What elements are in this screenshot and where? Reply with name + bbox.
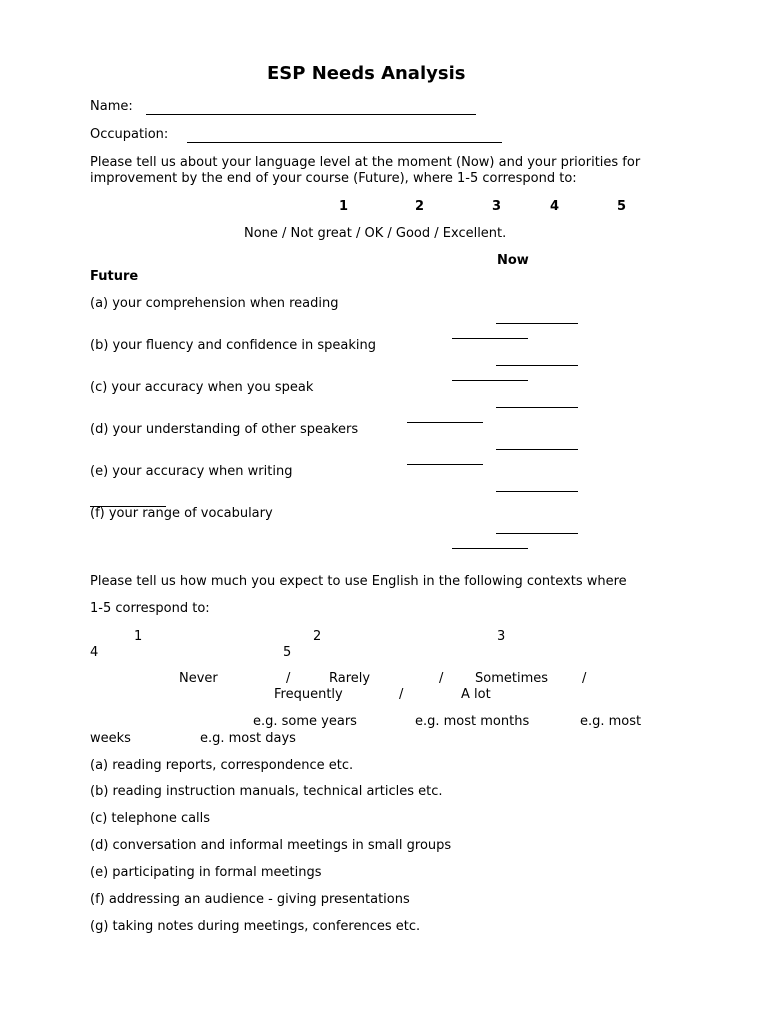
scale-number-5: 5	[617, 199, 627, 214]
freq-number-2: 2	[313, 629, 322, 644]
context-item-d: (d) conversation and informal meetings in small groups	[90, 838, 452, 853]
skill-item-d: (d) your understanding of other speakers	[90, 422, 359, 437]
freq-rarely: Rarely	[329, 671, 371, 686]
example-weeks: weeks	[90, 731, 131, 746]
skill-b-now-line[interactable]	[496, 365, 578, 366]
freq-slash-1: /	[286, 671, 291, 686]
skill-c-now-line[interactable]	[496, 407, 578, 408]
example-most-months: e.g. most months	[415, 714, 530, 729]
contexts-intro-line-1: Please tell us how much you expect to use English in the following contexts where	[90, 574, 627, 589]
scale-number-4: 4	[550, 199, 560, 214]
skill-item-c: (c) your accuracy when you speak	[90, 380, 314, 395]
skill-item-b: (b) your fluency and confidence in speaking	[90, 338, 377, 353]
skill-d-now-line[interactable]	[496, 449, 578, 450]
skill-f-now-line[interactable]	[496, 533, 578, 534]
occupation-label: Occupation:	[90, 127, 169, 142]
freq-frequently: Frequently	[274, 687, 343, 702]
freq-sometimes: Sometimes	[475, 671, 549, 686]
freq-slash-2: /	[439, 671, 444, 686]
column-future-header: Future	[90, 269, 139, 284]
freq-number-4: 4	[90, 645, 99, 660]
scale-labels: None / Not great / OK / Good / Excellent.	[244, 226, 507, 241]
example-most-days: e.g. most days	[200, 731, 296, 746]
skill-item-f: (f) your range of vocabulary	[90, 506, 273, 521]
context-item-e: (e) participating in formal meetings	[90, 865, 322, 880]
skill-c-future-line[interactable]	[407, 422, 483, 423]
page-title: ESP Needs Analysis	[267, 63, 466, 84]
scale-number-3: 3	[492, 199, 502, 214]
context-item-a: (a) reading reports, correspondence etc.	[90, 758, 354, 773]
name-field-line[interactable]	[146, 114, 476, 115]
context-item-f: (f) addressing an audience - giving presentations	[90, 892, 410, 907]
skill-a-future-line[interactable]	[452, 338, 528, 339]
skill-f-future-line[interactable]	[452, 548, 528, 549]
skill-e-now-line[interactable]	[496, 491, 578, 492]
skill-a-now-line[interactable]	[496, 323, 578, 324]
occupation-field-line[interactable]	[187, 142, 502, 143]
freq-number-3: 3	[497, 629, 506, 644]
context-item-c: (c) telephone calls	[90, 811, 211, 826]
freq-number-1: 1	[134, 629, 143, 644]
contexts-intro-line-2: 1-5 correspond to:	[90, 601, 210, 616]
context-item-g: (g) taking notes during meetings, conferences etc.	[90, 919, 421, 934]
freq-slash-3: /	[582, 671, 587, 686]
freq-never: Never	[179, 671, 218, 686]
column-now-header: Now	[497, 253, 529, 268]
example-some-years: e.g. some years	[253, 714, 357, 729]
example-most: e.g. most	[580, 714, 642, 729]
intro-line-2: improvement by the end of your course (Future), where 1-5 correspond to:	[90, 171, 577, 186]
freq-slash-4: /	[399, 687, 404, 702]
intro-line-1: Please tell us about your language level at the moment (Now) and your priorities for	[90, 155, 641, 170]
context-item-b: (b) reading instruction manuals, technical articles etc.	[90, 784, 443, 799]
scale-number-2: 2	[415, 199, 425, 214]
skill-d-future-line[interactable]	[407, 464, 483, 465]
freq-number-5: 5	[283, 645, 292, 660]
skill-item-e: (e) your accuracy when writing	[90, 464, 293, 479]
skill-item-a: (a) your comprehension when reading	[90, 296, 339, 311]
freq-alot: A lot	[461, 687, 491, 702]
name-label: Name:	[90, 99, 133, 114]
skill-b-future-line[interactable]	[452, 380, 528, 381]
scale-number-1: 1	[339, 199, 349, 214]
